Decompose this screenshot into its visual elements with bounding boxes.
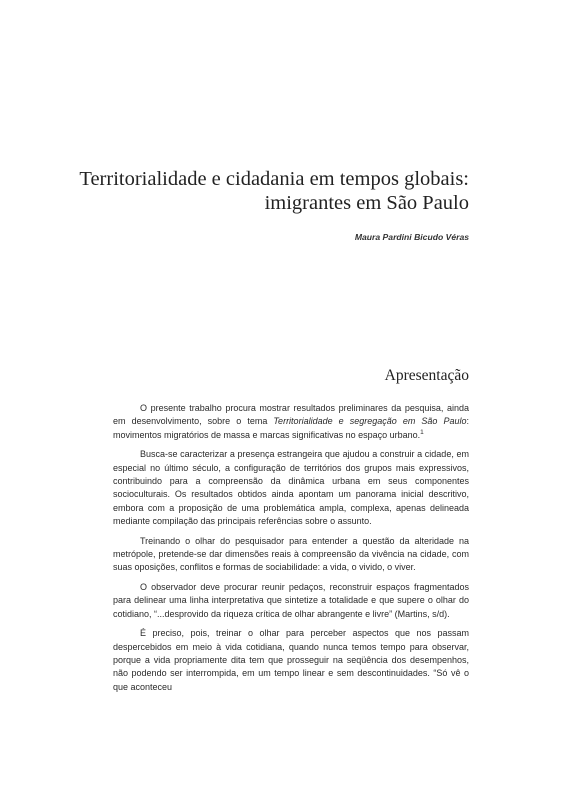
paragraph-5: É preciso, pois, treinar o olhar para perceber aspectos que nos passam despercebidos em meio à vida cotidiana, quando nunca temos tempo para observar, porque a vida propriamente dita tem que prosseguir na seqüência dos desempenhos, não podendo ser interrompida, em um tempo linear e sem descontinuidades. “Só vê o que aconteceu bbox=[113, 628, 469, 692]
article-title-line-1: Territorialidade e cidadania em tempos globais: bbox=[79, 168, 469, 190]
body-text bbox=[113, 402, 469, 700]
section-heading: Apresentação bbox=[384, 367, 469, 384]
paragraph-1 bbox=[113, 402, 469, 442]
paragraph-1-emphasis: Territorialidade e segregação em São Paulo bbox=[273, 416, 467, 427]
article-title-line-2: imigrantes em São Paulo bbox=[264, 192, 469, 214]
paragraph-1-text-b: : movimentos migratórios de massa e marcas significativas no espaço urbano. bbox=[113, 416, 469, 440]
footnote-marker[interactable]: 1 bbox=[420, 428, 424, 436]
article-author: Maura Pardini Bicudo Véras bbox=[354, 232, 469, 242]
paragraph-1-text-a: O presente trabalho procura mostrar resultados preliminares da pesquisa, ainda em desenvolvimento, sobre o tema bbox=[113, 403, 469, 427]
paragraph-2: Busca-se caracterizar a presença estrangeira que ajudou a construir a cidade, em especial no último século, a configuração de territórios dos grupos mais expressivos, contribuindo para a compreensão da dinâmica urbana em seus componentes socioculturais. Os resultados obtidos ainda apontam um panorama inicial descritivo, embora com a proposição de uma problemática ampla, complexa, apenas delineada mediante compilação das principais referências sobre o assunto. bbox=[113, 449, 469, 527]
paragraph-4: O observador deve procurar reunir pedaços, reconstruir espaços fragmentados para delinear uma linha interpretativa que sintetize a totalidade e que supere o olhar do cotidiano, “...desprovido da riqueza crítica de olhar abrangente e livre” (Martins, s/d). bbox=[113, 581, 469, 619]
paragraph-3: Treinando o olhar do pesquisador para entender a questão da alteridade na metrópole, pretende-se dar dimensões reais à compreensão da vivência na cidade, com suas oposições, conflitos e formas de sociabilidade: a vida, o vivido, o viver. bbox=[113, 535, 469, 573]
article-title bbox=[49, 167, 469, 215]
